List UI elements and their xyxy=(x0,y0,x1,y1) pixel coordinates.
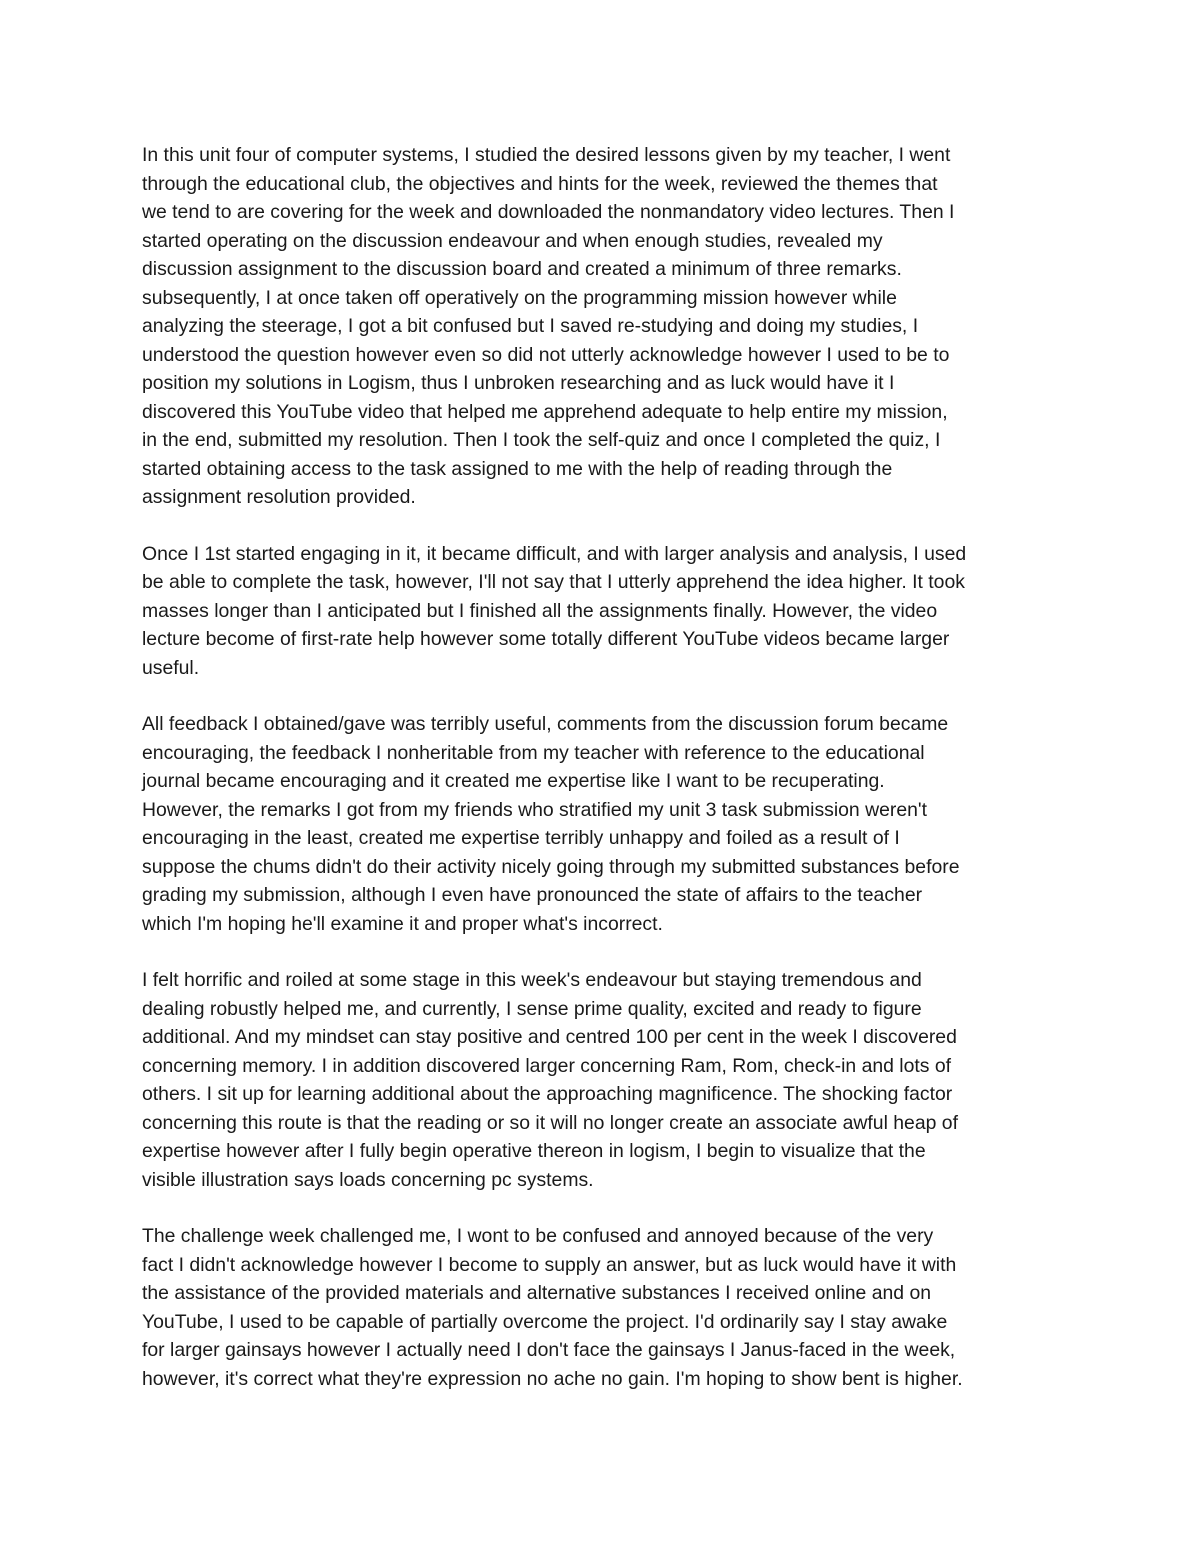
paragraph-1: In this unit four of computer systems, I studied the desired lessons given by my teacher, I went through the educational club, the objectives and hints for the week, reviewed the themes that we tend to are covering for the week and downloaded the nonmandatory video lectures. Then I started operating on the discussion endeavour and when enough studies, revealed my discussion assignment to the discussion board and created a minimum of three remarks. subsequently, I at once taken off operatively on the programming mission however while analyzing the steerage, I got a bit confused but I saved re-studying and doing my studies, I understood the question however even so did not utterly acknowledge however I used to be to position my solutions in Logism, thus I unbroken researching and as luck would have it I discovered this YouTube video that helped me apprehend adequate to help entire my mission, in the end, submitted my resolution. Then I took the self-quiz and once I completed the quiz, I started obtaining access to the task assigned to me with the help of reading through the assignment resolution provided. xyxy=(142,144,955,508)
paragraph-2: Once I 1st started engaging in it, it became difficult, and with larger analysis and analysis, I used be able to complete the task, however, I'll not say that I utterly apprehend the idea higher. It took masses longer than I anticipated but I finished all the assignments finally. However, the video lecture become of first-rate help however some totally different YouTube videos became larger useful. xyxy=(142,542,967,679)
paragraph-5: The challenge week challenged me, I wont to be confused and annoyed because of the very fact I didn't acknowledge however I become to supply an answer, but as luck would have it with the assistance of the provided materials and alternative substances I received online and on YouTube, I used to be capable of partially overcome the project. I'd ordinarily say I stay awake for larger gainsays however I actually need I don't face the gainsays I Janus-faced in the week, however, it's correct what they're expression no ache no gain. I'm hoping to show bent is higher. xyxy=(142,1225,963,1390)
paragraph-3: All feedback I obtained/gave was terribly useful, comments from the discussion forum became encouraging, the feedback I nonheritable from my teacher with reference to the educational journal became encouraging and it created me expertise like I want to be recuperating. However, the remarks I got from my friends who stratified my unit 3 task submission weren't encouraging in the least, created me expertise terribly unhappy and foiled as a result of I suppose the chums didn't do their activity nicely going through my submitted substances before grading my submission, although I even have pronounced the state of affairs to the teacher which I'm hoping he'll examine it and proper what's incorrect. xyxy=(142,713,960,935)
document-body xyxy=(142,141,1062,1421)
paragraph-4: I felt horrific and roiled at some stage in this week's endeavour but staying tremendous and dealing robustly helped me, and currently, I sense prime quality, excited and ready to figure additional. And my mindset can stay positive and centred 100 per cent in the week I discovered concerning memory. I in addition discovered larger concerning Ram, Rom, check-in and lots of others. I sit up for learning additional about the approaching magnificence. The shocking factor concerning this route is that the reading or so it will no longer create an associate awful heap of expertise however after I fully begin operative thereon in logism, I begin to visualize that the visible illustration says loads concerning pc systems. xyxy=(142,969,958,1191)
